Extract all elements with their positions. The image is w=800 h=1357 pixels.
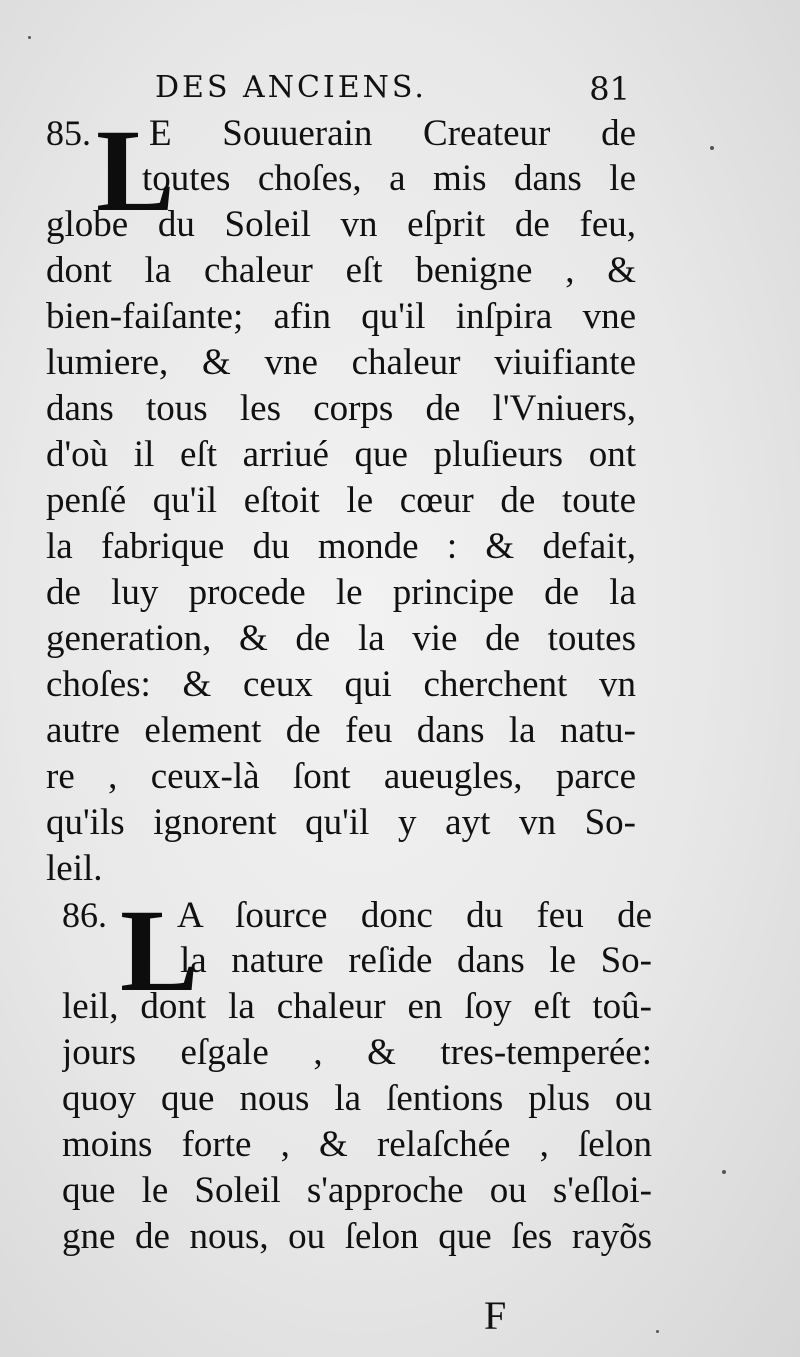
text-line: re , ceux-là ſont aueugles, parce bbox=[46, 756, 636, 797]
paragraph-number: 86. bbox=[62, 895, 107, 935]
text-line: qu'ils ignorent qu'il y ayt vn So- bbox=[46, 802, 636, 843]
text-line: d'où il eſt arriué que pluſieurs ont bbox=[46, 434, 636, 475]
ink-speck bbox=[656, 1330, 659, 1333]
paragraph-86 bbox=[62, 885, 652, 1260]
text-line: penſé qu'il eſtoit le cœur de toute bbox=[46, 480, 636, 521]
text-line: choſes: & ceux qui cherchent vn bbox=[46, 664, 636, 705]
text-line: lumiere, & vne chaleur viuifiante bbox=[46, 342, 636, 383]
text-line: leil. bbox=[46, 848, 103, 889]
text-line: gne de nous, ou ſelon que ſes rayõs bbox=[62, 1216, 652, 1257]
line-text: A ſource donc du feu de bbox=[177, 895, 652, 936]
text-line: dont la chaleur eſt benigne , & bbox=[46, 250, 636, 291]
text-line: autre element de feu dans la natu- bbox=[46, 710, 636, 751]
paragraph-number: 85. bbox=[46, 113, 91, 153]
line-text: E Souuerain Createur de bbox=[149, 113, 636, 154]
text-line: la fabrique du monde : & defait, bbox=[46, 526, 636, 567]
ink-speck bbox=[28, 36, 31, 39]
running-head bbox=[155, 68, 630, 110]
text-line: la nature reſide dans le So- bbox=[180, 940, 652, 981]
text-line: leil, dont la chaleur en ſoy eſt toû- bbox=[62, 986, 652, 1027]
paragraph-85 bbox=[46, 105, 636, 892]
text-line: toutes choſes, a mis dans le bbox=[142, 158, 636, 199]
text-line: dans tous les corps de l'Vniuers, bbox=[46, 388, 636, 429]
text-line: quoy que nous la ſentions plus ou bbox=[62, 1078, 652, 1119]
drop-cap: L bbox=[96, 105, 175, 236]
text-line: jours eſgale , & tres-temperée: bbox=[62, 1032, 652, 1073]
text-line: bien-faiſante; afin qu'il inſpira vne bbox=[46, 296, 636, 337]
text-line: globe du Soleil vn eſprit de feu, bbox=[46, 204, 636, 245]
signature-mark: F bbox=[484, 1293, 507, 1338]
text-line: de luy procede le principe de la bbox=[46, 572, 636, 613]
text-line: que le Soleil s'approche ou s'eſloi- bbox=[62, 1170, 652, 1211]
running-title: DES ANCIENS. bbox=[155, 70, 427, 105]
ink-speck bbox=[710, 146, 714, 150]
drop-cap: L bbox=[120, 885, 199, 1016]
page-number: 81 bbox=[589, 70, 630, 108]
text-line: generation, & de la vie de toutes bbox=[46, 618, 636, 659]
ink-speck bbox=[722, 1170, 726, 1174]
text-line: moins forte , & relaſchée , ſelon bbox=[62, 1124, 652, 1165]
